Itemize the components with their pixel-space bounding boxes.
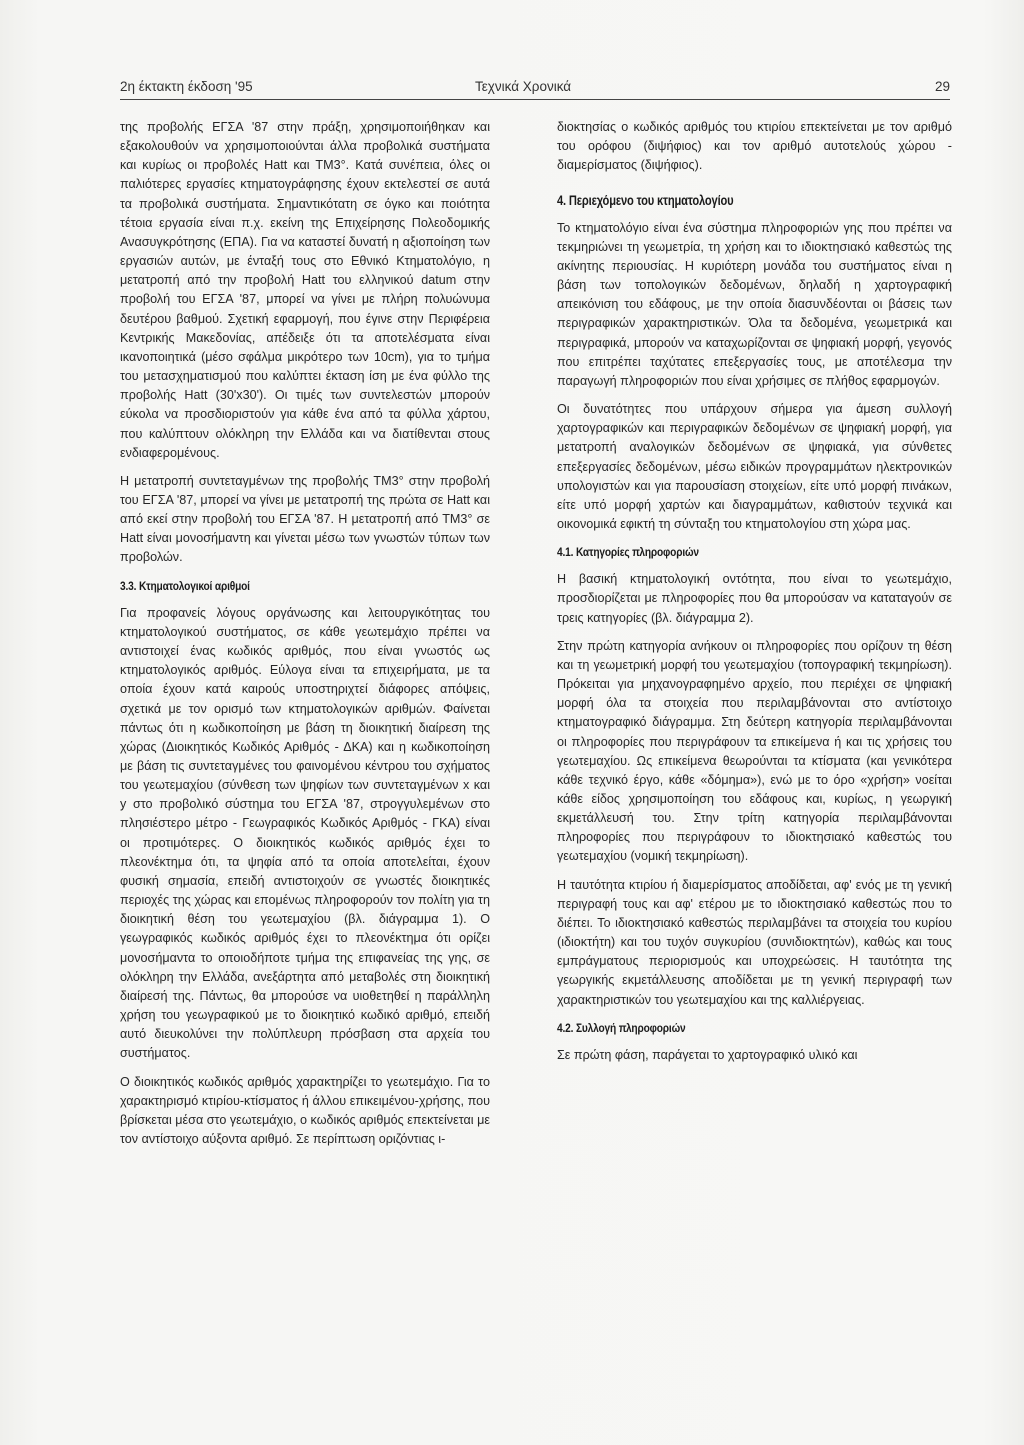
paragraph: Η μετατροπή συντεταγμένων της προβολής ΤΜ3° στην προβολή του ΕΓΣΑ '87, μπορεί να γίνει με μετατροπή της πρώτα σε Hatt και από εκεί στην προβολή του ΕΓΣΑ '87. Η μετατροπή από ΤΜ3° σε Hatt είναι μονοσήμαντη και γίνεται μέσω των γνωστών τύπων των προβολών.: [120, 473, 490, 565]
paragraph: Το κτηματολόγιο είναι ένα σύστημα πληροφοριών γης που πρέπει να τεκμηριώνει τη γεωμετρία, τη χρήση και το ιδιοκτησιακό καθεστώς της ακίνητης περιουσίας. Η κυριότερη μονάδα του συστήματος είναι η βάση των τοπολογικών δεδομένων, δηλαδή η χαρτογραφική απεικόνιση του εδάφους, με την οποία διασυνδέονται οι βάσεις των περιγραφικών χαρακτηριστικών. Όλα τα δεδομένα, γεωμετρικά και περιγραφικά, μπορούν να καταχωρίζονται σε ψηφιακή μορφή, γεγονός που επιτρέπει ταχύτατες επεξεργασίες τους, με αποτέλεσμα την παραγωγή πληροφοριών που είναι χρήσιμες σε πλήθος εφαρμογών.: [557, 220, 952, 388]
paragraph: Η βασική κτηματολογική οντότητα, που είναι το γεωτεμάχιο, προσδιορίζεται με πληροφορίες που θα μπορούσαν να καταταγούν σε τρεις κατηγορίες (βλ. διάγραμμα 2).: [557, 572, 952, 625]
paragraph: Για προφανείς λόγους οργάνωσης και λειτουργικότητας του κτηματολογικού συστήματος, σε κάθε γεωτεμάχιο πρέπει να αντιστοιχεί ένας κωδικός αριθμός, που είναι γνωστός ως κτηματολογικός αριθμός. Εύλογα είναι τα επιχειρήματα, με τα οποία έχουν κατά καιρούς υποστηριχτεί διάφορες απόψεις, σχετικά με τον ορισμό των κτηματολογικών αριθμών. Φαίνεται πάντως ότι η κωδικοποίηση με βάση τη διοικητική διαίρεση της χώρας (Διοικητικός Κωδικός Αριθμός - ΔΚΑ) και η κωδικοποίηση με βάση τις συντεταγμένες του φαινομένου κέντρου του σχήματος του γεωτεμαχίου (σύνθεση των ψηφίων των συντεταγμένων x και y στο προβολικό σύστημα του ΕΓΣΑ '87, στρογγυλεμένων στο πλησιέστερο μέτρο - Γεωγραφικός Κωδικός Αριθμός - ΓΚΑ) είναι οι προτιμότερες. Ο διοικητικός κωδικός αριθμός έχει το πλεονέκτημα ότι, τα ψηφία από τα οποία αποτελείται, έχουν φυσική σημασία, επειδή αντιστοιχούν σε γνωστές διοικητικές περιοχές της χώρας και επομένως πληροφορούν τον πολίτη για τη διοικητική θέση του γεωτεμαχίου (βλ. διάγραμμα 1). Ο γεωγραφικός κωδικός αριθμός έχει το πλεονέκτημα ότι ορίζει μονοσήμαντα το οποιοδήποτε τμήμα της επιφανείας της γης, σε ολόκληρη την Ελλάδα, ανεξάρτητα από μεταβολές στη διοικητική διαίρεσή της. Πάντως, θα μπορούσε να υιοθετηθεί η παράλληλη χρήση του γεωγραφικού με το διοικητικό κωδικό αριθμό, επειδή αυτό διευκολύνει την πολύπλευρη πρόσβαση στα αρχεία του συστήματος.: [120, 605, 490, 1061]
header-rule: [120, 99, 950, 100]
page-number: 29: [934, 79, 950, 94]
paragraph: Οι δυνατότητες που υπάρχουν σήμερα για άμεση συλλογή χαρτογραφικών και περιγραφικών δεδομένων σε ψηφιακή μορφή, για μετατροπή αναλογικών δεδομένων σε ψηφιακά, για σύνθετες επεξεργασίες δεδομένων, μέσω ειδικών προγραμμάτων ηλεκτρονικών υπολογιστών και για παρουσίαση στοιχείων, είτε υπό μορφή πινάκων, είτε υπό μορφή χαρτών και διαγραμμάτων, καθιστούν τεχνικά και οικονομικά εφικτή τη σύνταξη του κτηματολογίου στη χώρα μας.: [557, 402, 952, 531]
paragraph: Σε πρώτη φάση, παράγεται το χαρτογραφικό υλικό και: [557, 1047, 858, 1062]
journal-title: Τεχνικά Χρονικά: [475, 79, 572, 94]
paragraph: διοκτησίας ο κωδικός αριθμός του κτιρίου επεκτείνεται με τον αριθμό του ορόφου (διψήφιος) και τον αριθμό αυτοτελούς χώρου - διαμερίσματος (διψήφιος).: [557, 120, 952, 173]
paragraph: Στην πρώτη κατηγορία ανήκουν οι πληροφορίες που ορίζουν τη θέση και τη γεωμετρική μορφή του γεωτεμαχίου (τοπογραφική τεκμηρίωση). Πρόκειται για μηχανογραφημένο αρχείο, που περιέχει σε ψηφιακή μορφή όλα τα στοιχεία που περιλαμβάνονται στο αντίστοιχο κτηματογραφικό διάγραμμα. Στη δεύτερη κατηγορία περιλαμβάνονται οι πληροφορίες που περιγράφουν τα επικείμενα ή και τις χρήσεις του γεωτεμαχίου. Ως επικείμενα θεωρούνται τα κτίσματα (και γενικότερα κάθε τεχνικό έργο, κάθε «δόμημα»), ενώ με το όρο «χρήση» νοείται κάθε είδος χρησιμοποίηση του εδάφους και, κυρίως, η γεωργική εκμετάλλευσή του. Στην τρίτη κατηγορία περιλαμβάνονται πληροφορίες που περιγράφουν το ιδιοκτησιακό καθεστώς του γεωτεμαχίου (νομική τεκμηρίωση).: [557, 638, 952, 864]
paragraph: της προβολής ΕΓΣΑ '87 στην πράξη, χρησιμοποιήθηκαν και εξακολουθούν να χρησιμοποιούνται άλλα προβολικά συστήματα και κυρίως οι προβολές Hatt και ΤΜ3°. Κατά συνέπεια, όλες οι παλιότερες εργασίες κτηματογράφησης έχουν εκτελεστεί σε αυτά τα προβολικά συστήματα. Σημαντικότατη σε όγκο και ποιότητα τέτοια εργασία είναι π.χ. εκείνη της Επιχείρησης Πολεοδομικής Ανασυγκρότησης (ΕΠΑ). Για να καταστεί δυνατή η αξιοποίηση των εργασιών αυτών, με ένταξή τους στο Εθνικό Κτηματολόγιο, η μετατροπή από την προβολή Hatt του ελληνικού datum στην προβολή του ΕΓΣΑ '87, μπορεί να γίνει με πλήρη πολυώνυμα δευτέρου βαθμού. Σχετική εφαρμογή, που έγινε στην Περιφέρεια Κεντρικής Μακεδονίας, απέδειξε ότι τα αποτελέσματα είναι ικανοποιητικά (μέσο σφάλμα μικρότερο των 10cm), για το τμήμα του μετασχηματισμού που καλύπτει έκταση ίση με ένα φύλλο της προβολής Hatt (30'x30'). Οι τιμές των συντελεστών μπορούν εύκολα να προσδιοριστούν για κάθε ένα από τα φύλλα χάρτου, που καλύπτουν ολόκληρη την Ελλάδα και να διατίθενται στους ενδιαφερομένους.: [120, 120, 490, 460]
right-column: [557, 118, 952, 1074]
left-column: [120, 118, 490, 1158]
section-heading: 3.3. Κτηματολογικοί αριθμοί: [120, 578, 250, 593]
paragraph: Ο διοικητικός κωδικός αριθμός χαρακτηρίζει το γεωτεμάχιο. Για το χαρακτηρισμό κτιρίου-κτίσματος ή άλλου επικειμένου-χρήσης, που βρίσκεται μέσα στο γεωτεμάχιο, ο κωδικός αριθμός επεκτείνεται με τον αντίστοιχο αύξοντα αριθμό. Σε περίπτωση οριζόντιας ι-: [120, 1074, 490, 1146]
section-heading: 4.2. Συλλογή πληροφοριών: [557, 1020, 686, 1035]
section-heading: 4. Περιεχόμενο του κτηματολογίου: [557, 193, 734, 209]
paragraph: Η ταυτότητα κτιρίου ή διαμερίσματος αποδίδεται, αφ' ενός με τη γενική περιγραφή τους και αφ' ετέρου με το ιδιοκτησιακό καθεστώς που το διέπει. Το ιδιοκτησιακό καθεστώς περιλαμβάνει τα στοιχεία του κυρίου (ιδιοκτήτη) και του τυχόν συγκυρίου (συνιδιοκτητών), καθώς και τους εμπράγματους περιορισμούς και υποχρεώσεις. Η ταυτότητα της γεωργικής εκμετάλλευσης αποδίδεται με τη γενική περιγραφή των χαρακτηριστικών του γεωτεμαχίου και της καλλιέργειας.: [557, 877, 952, 1007]
section-heading: 4.1. Κατηγορίες πληροφοριών: [557, 545, 699, 560]
edition-label: 2η έκτακτη έκδοση '95: [120, 79, 253, 94]
